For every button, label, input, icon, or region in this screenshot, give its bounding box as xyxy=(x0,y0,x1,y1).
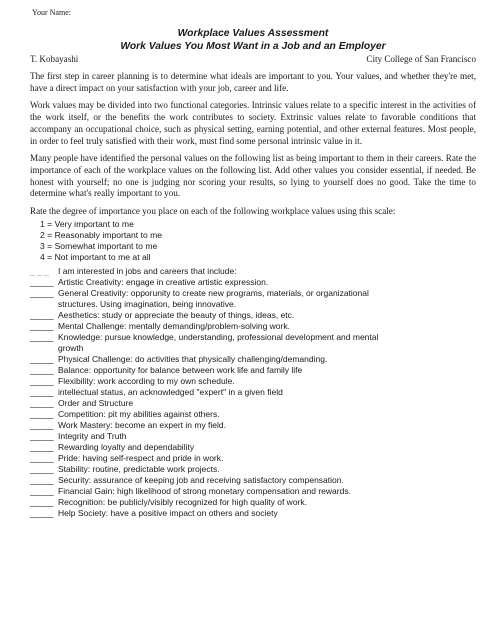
rating-blank[interactable]: _____ xyxy=(30,375,54,386)
value-text: Stability: routine, predictable work projects. xyxy=(58,463,220,474)
document-page xyxy=(30,8,476,519)
value-text: Integrity and Truth xyxy=(58,430,127,441)
value-text: Artistic Creativity: engage in creative artistic expression. xyxy=(58,276,269,287)
value-list-item xyxy=(30,442,476,453)
value-list-item xyxy=(30,387,476,398)
value-text: Pride: having self-respect and pride in work. xyxy=(58,452,224,463)
rating-blank[interactable]: _____ xyxy=(30,430,54,441)
value-text: Recognition: be publicly/visibly recognized for high quality of work. xyxy=(58,496,307,507)
author-name: T. Kobayashi xyxy=(30,54,79,64)
byline xyxy=(30,53,476,65)
rating-blank[interactable]: _____ xyxy=(30,496,54,507)
value-text: intellectual status, an acknowledged "expert" in a given field xyxy=(58,386,283,397)
value-text: Balance: opportunity for balance between work life and family life xyxy=(58,364,303,375)
rating-blank[interactable]: _____ xyxy=(30,485,54,496)
paragraph-instructions: Many people have identified the personal values on the following list as being important to them in their careers. Rate the importance of each of the workplace values on the following list. Add other values you consider essential, if needed. Be honest with yourself; no one is judging nor scoring your results, so lying to yourself does no good. Take the time to determine what's really important to you. xyxy=(30,153,476,199)
scale-item: 3 = Somewhat important to me xyxy=(40,240,158,251)
value-list-item xyxy=(30,354,476,365)
value-list-item xyxy=(30,431,476,442)
rating-blank[interactable]: _____ xyxy=(30,287,54,298)
rating-blank[interactable]: _____ xyxy=(30,364,54,375)
values-intro xyxy=(30,266,476,277)
rating-blank[interactable]: _____ xyxy=(30,353,54,364)
value-text: Help Society: have a positive impact on others and society xyxy=(58,507,278,518)
value-text: Rewarding loyalty and dependability xyxy=(58,441,195,452)
value-text: Knowledge: pursue knowledge, understanding, professional development and mental xyxy=(58,331,379,342)
value-list-item xyxy=(30,464,476,475)
value-text: Flexibility: work according to my own schedule. xyxy=(58,375,235,386)
rating-blank[interactable]: _____ xyxy=(30,474,54,485)
paragraph-intro: The first step in career planning is to determine what ideals are important to you. Your values, and whether they're met, have a direct impact on your satisfaction with your job, career and life. xyxy=(30,71,476,93)
value-list-item xyxy=(30,288,476,299)
rating-blank[interactable]: _____ xyxy=(30,408,54,419)
value-text: Competition: pit my abilities against others. xyxy=(58,408,220,419)
value-text: General Creativity: opporunity to create new programs, materials, or organizational xyxy=(58,287,369,298)
value-list-item xyxy=(30,420,476,431)
rating-blank[interactable]: _____ xyxy=(30,397,54,408)
rating-blank[interactable]: _____ xyxy=(30,441,54,452)
rating-blank[interactable]: _____ xyxy=(30,419,54,430)
value-list-item xyxy=(30,453,476,464)
rating-blank[interactable]: _____ xyxy=(30,320,54,331)
value-text: Aesthetics: study or appreciate the beauty of things, ideas, etc. xyxy=(58,309,295,320)
value-list-item xyxy=(30,475,476,486)
rating-blank[interactable]: _____ xyxy=(30,331,54,342)
value-list-item xyxy=(30,508,476,519)
value-text-continuation: structures. Using imagination, being innovative. xyxy=(58,298,237,309)
rating-scale xyxy=(30,219,476,263)
value-text: Financial Gain: high likelihood of strong monetary compensation and rewards. xyxy=(58,485,351,496)
value-list-item xyxy=(30,332,476,343)
rating-blank[interactable]: _____ xyxy=(30,507,54,518)
document-title: Workplace Values Assessment xyxy=(177,28,329,39)
values-intro-text: I am interested in jobs and careers that include: xyxy=(58,265,237,276)
value-text: Order and Structure xyxy=(58,397,134,408)
value-list-item xyxy=(30,497,476,508)
rating-blank[interactable]: _____ xyxy=(30,309,54,320)
rating-blank[interactable]: _____ xyxy=(30,386,54,397)
value-text-continuation: growth xyxy=(58,342,84,353)
rating-blank[interactable]: _____ xyxy=(30,276,54,287)
value-list-item xyxy=(30,365,476,376)
scale-item: 1 = Very important to me xyxy=(40,218,134,229)
institution-name: City College of San Francisco xyxy=(366,54,476,64)
value-list-item xyxy=(30,486,476,497)
values-list xyxy=(30,266,476,519)
scale-item: 4 = Not important to me at all xyxy=(40,251,151,262)
value-list-item xyxy=(30,310,476,321)
value-list-item xyxy=(30,398,476,409)
value-text: Physical Challenge: do activities that physically challenging/demanding. xyxy=(58,353,328,364)
paragraph-work-values: Work values may be divided into two functional categories. Intrinsic values relate to a specific interest in the activities of the work itself, or the benefits the work contributes to society. Extrinsic values relate to favorable conditions that accompany an occupational choice, such as physical setting, earning potential, and other external features. Most people, in order to feel truly satisfied with their work, must find some personal intrinsic value in it. xyxy=(30,100,476,146)
value-text: Security: assurance of keeping job and receiving satisfactory compensation. xyxy=(58,474,344,485)
value-text: Work Mastery: become an expert in my field. xyxy=(58,419,227,430)
value-list-item xyxy=(30,321,476,332)
your-name-label: Your Name: xyxy=(32,8,71,17)
value-list-item xyxy=(30,409,476,420)
rating-blank[interactable]: _____ xyxy=(30,463,54,474)
rating-blank[interactable]: _____ xyxy=(30,452,54,463)
scale-item: 2 = Reasonably important to me xyxy=(40,229,163,240)
paragraph-rating-prompt: Rate the degree of importance you place on each of the following workplace values using this scale: xyxy=(30,206,396,217)
document-subtitle: Work Values You Most Want in a Job and an Employer xyxy=(120,41,386,52)
rating-blank: _ _ _ xyxy=(30,265,49,276)
value-text: Mental Challenge: mentally demanding/problem-solving work. xyxy=(58,320,290,331)
value-list-item xyxy=(30,376,476,387)
value-list-item xyxy=(30,277,476,288)
